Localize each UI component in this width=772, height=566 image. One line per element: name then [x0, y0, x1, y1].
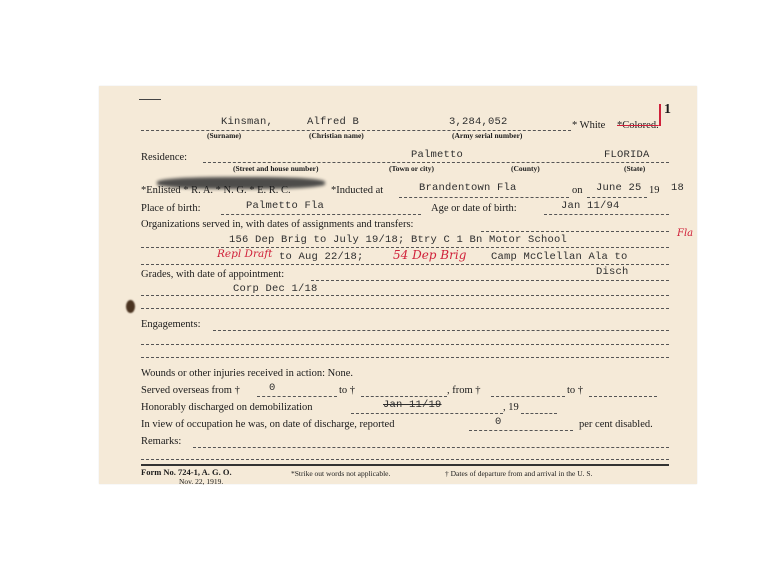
overseas-label: Served overseas from † [141, 385, 240, 396]
overseas-line2 [361, 396, 447, 397]
discharge-year-line [521, 413, 557, 414]
remarks-line1 [141, 459, 669, 460]
engagements-line1 [141, 344, 669, 345]
residence-label: Residence: [141, 152, 188, 163]
engagements-label: Engagements: [141, 319, 201, 330]
remarks-line0 [193, 447, 669, 448]
birth-date-line [544, 214, 669, 215]
year-suffix: 18 [671, 182, 685, 194]
overseas-to2: to † [567, 385, 584, 396]
serial-number-value: 3,284,052 [449, 116, 508, 128]
organizations-line2-rule [141, 264, 669, 265]
form-number: Form No. 724-1, A. G. O. [141, 467, 232, 477]
card-number: 1 [664, 102, 671, 117]
age-label: Age or date of birth: [431, 203, 517, 214]
inducted-date-line [587, 197, 647, 198]
red-check-mark [659, 104, 669, 126]
overseas-from: , from † [447, 385, 481, 396]
overseas-to: to † [339, 385, 356, 396]
organizations-hand2: 54 Dep Brig [393, 248, 467, 262]
organizations-line1: 156 Dep Brig to July 19/18; Btry C 1 Bn Motor School [229, 234, 568, 246]
birthplace-line [221, 214, 421, 215]
organizations-label: Organizations served in, with dates of assignments and transfers: [141, 219, 414, 230]
overseas-line1 [257, 396, 337, 397]
organizations-line2: to Aug 22/18; [279, 251, 364, 263]
inducted-place: Brandentown Fla [419, 182, 517, 194]
discharged-label: Honorably discharged on demobilization [141, 402, 313, 413]
inducted-date: June 25 [596, 182, 642, 194]
percent-label: per cent disabled. [579, 419, 653, 430]
discharge-line [351, 413, 503, 414]
caption-christian: (Christian name) [309, 131, 364, 140]
organizations-hand1: Repl Draft [217, 248, 273, 260]
enlisted-label: *Enlisted * R. A. * N. G. * E. R. C. [141, 185, 291, 196]
top-rule [139, 99, 161, 100]
caption-street: (Street and house number) [233, 164, 319, 173]
year-prefix: 19 [649, 185, 660, 196]
footnote-strike: *Strike out words not applicable. [291, 469, 391, 478]
inducted-label: *Inducted at [331, 185, 384, 196]
caption-county: (County) [511, 164, 540, 173]
residence-state: FLORIDA [604, 149, 650, 161]
overseas-line3 [491, 396, 565, 397]
residence-line [203, 162, 669, 163]
remarks-label: Remarks: [141, 436, 182, 447]
discharge-date: Jan 11/19 [383, 399, 442, 411]
wounds-label: Wounds or other injuries received in action: None. [141, 368, 354, 379]
caption-surname: (Surname) [207, 131, 242, 140]
caption-serial: (Army serial number) [452, 131, 523, 140]
disabled-value: 0 [495, 416, 502, 428]
overseas-value: 0 [269, 382, 276, 394]
caption-town: (Town or city) [389, 164, 434, 173]
disabled-line [469, 430, 573, 431]
grades-disch: Disch [596, 266, 629, 278]
birthplace-label: Place of birth: [141, 203, 201, 214]
birthplace-value: Palmetto Fla [246, 200, 325, 212]
residence-town: Palmetto [411, 149, 464, 161]
surname-value: Kinsman, [221, 116, 274, 128]
footnote-dates: † Dates of departure from and arrival in the U. S. [445, 469, 593, 478]
ink-blot [126, 300, 135, 313]
footer-rule [141, 464, 669, 466]
organizations-line0 [481, 231, 669, 232]
organizations-hand3: Fla [677, 228, 694, 239]
christian-name-value: Alfred B [307, 116, 360, 128]
occupation-label: In view of occupation he was, on date of discharge, reported [141, 419, 395, 430]
race-colored: *Colored. [617, 120, 659, 131]
service-card [99, 86, 697, 484]
inducted-line [399, 197, 569, 198]
engagements-line2 [141, 357, 669, 358]
grades-line1 [141, 295, 669, 296]
engagements-line0 [213, 330, 669, 331]
grades-line2 [141, 308, 669, 309]
on-label: on [572, 185, 583, 196]
grades-line0 [311, 280, 669, 281]
birth-date-value: Jan 11/94 [561, 200, 620, 212]
race-white: * White [572, 120, 606, 131]
overseas-line4 [589, 396, 657, 397]
caption-state: (State) [624, 164, 646, 173]
discharge-year: , 19 [503, 402, 519, 413]
form-date: Nov. 22, 1919. [179, 477, 224, 486]
grades-label: Grades, with date of appointment: [141, 269, 285, 280]
organizations-line2b: Camp McClellan Ala to [491, 251, 628, 263]
grades-value: Corp Dec 1/18 [233, 283, 318, 295]
